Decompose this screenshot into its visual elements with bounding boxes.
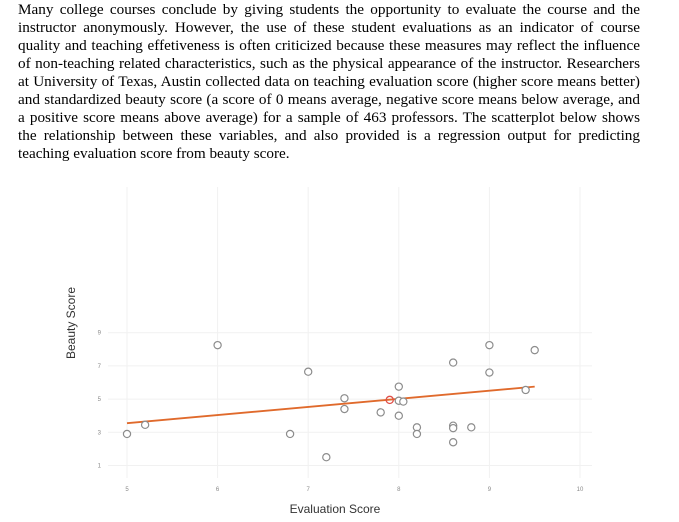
- regression-line: [127, 387, 535, 424]
- data-point: [522, 386, 529, 393]
- y-axis-title: Beauty Score: [64, 286, 78, 360]
- regression-line-group: [127, 387, 535, 424]
- x-tick-label: 7: [306, 487, 310, 493]
- data-point: [450, 359, 457, 366]
- data-point: [341, 395, 348, 402]
- data-point: [323, 454, 330, 461]
- x-axis-title: Evaluation Score: [289, 502, 381, 516]
- data-point: [486, 342, 493, 349]
- x-tick-label: 5: [125, 487, 129, 493]
- x-tick-label: 8: [397, 487, 401, 493]
- data-point: [486, 369, 493, 376]
- data-point: [413, 430, 420, 437]
- data-point: [531, 347, 538, 354]
- data-point: [395, 412, 402, 419]
- data-point: [395, 383, 402, 390]
- data-point: [468, 424, 475, 431]
- y-tick-labels: [98, 331, 102, 470]
- data-point: [123, 430, 130, 437]
- y-tick-label: 3: [97, 430, 101, 437]
- data-point: [450, 425, 457, 432]
- data-point: [400, 398, 407, 405]
- data-point: [450, 439, 457, 446]
- data-points: [123, 342, 538, 461]
- data-point: [341, 405, 348, 412]
- data-point: [305, 368, 312, 375]
- data-point: [214, 342, 221, 349]
- x-tick-labels: [125, 487, 584, 493]
- data-point: [286, 430, 293, 437]
- intro-paragraph: Many college courses conclude by giving students the opportunity to evaluate the course and the instructor anonymously. However, the use of these student evaluations as an indicator of course quality and teaching effetiveness is often criticized because these measures may reflect the influence of non-teaching related characteristics, such as the physical appearance of the instructor. Researchers at University of Texas, Austin collected data on teaching evaluation score (higher score means better) and standardized beauty score (a score of 0 means average, negative score means below average, and a positive score means above average) for a sample of 463 professors. The scatterplot below shows the relationship between these variables, and also provided is a regression output for predicting teaching evaluation score from beauty score.: [18, 1, 640, 162]
- y-tick-label: 7: [97, 363, 101, 370]
- data-point: [377, 409, 384, 416]
- y-tick-label: 5: [97, 397, 101, 404]
- x-tick-label: 9: [487, 487, 492, 493]
- data-point: [142, 421, 149, 428]
- x-tick-label: 6: [215, 487, 220, 493]
- x-tick-label: 10: [576, 487, 584, 493]
- y-tick-label: 9: [97, 330, 101, 337]
- chart-grid: [108, 187, 592, 478]
- y-tick-label: 1: [97, 463, 101, 470]
